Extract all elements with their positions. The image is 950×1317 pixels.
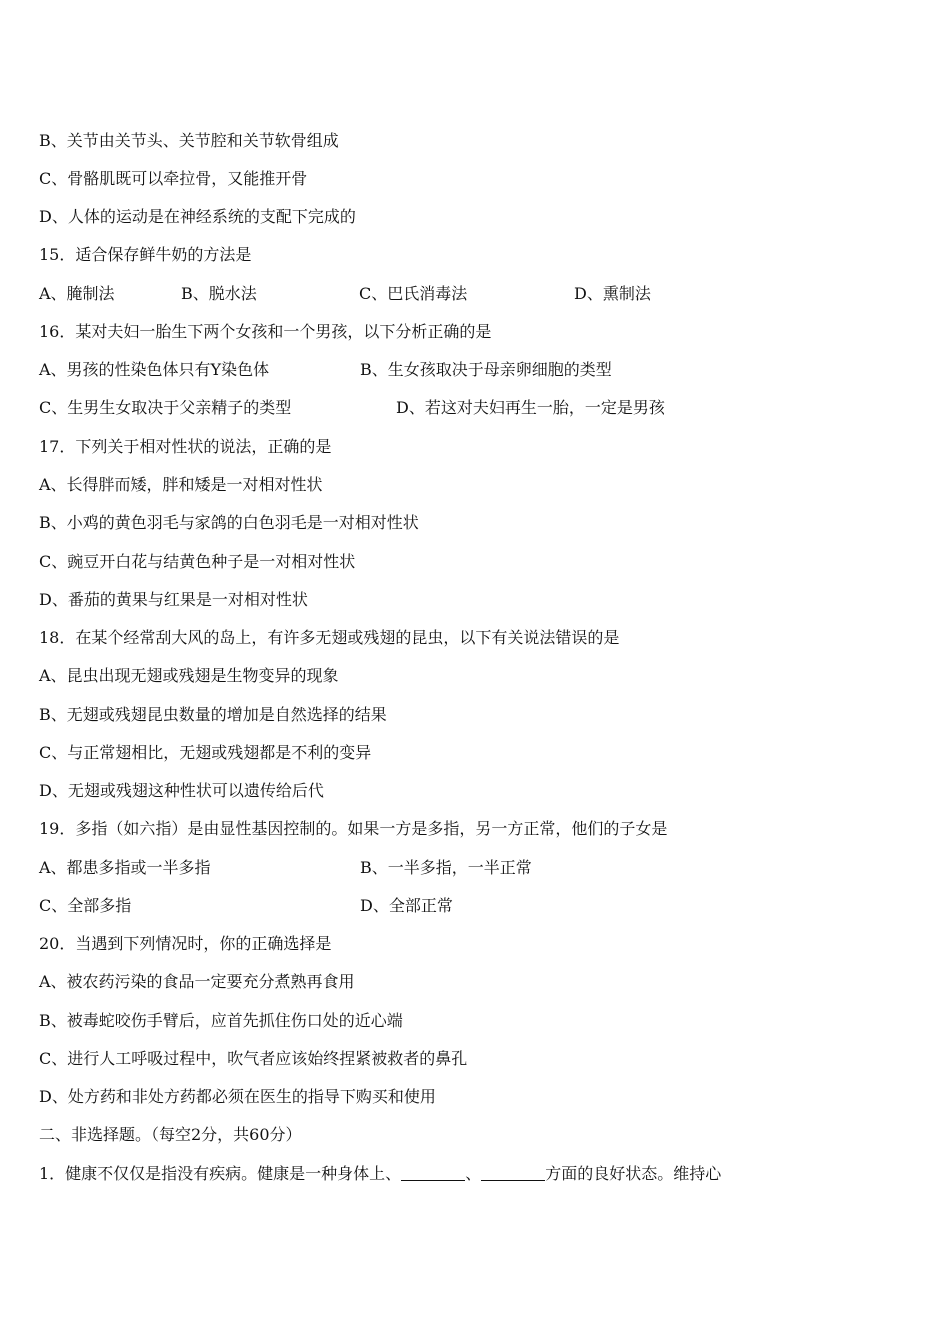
- q19-stem: 19．多指（如六指）是由显性基因控制的。如果一方是多指，另一方正常，他们的子女是: [39, 819, 668, 838]
- answer-blank-1[interactable]: [401, 1162, 465, 1181]
- q19-options-row-2: [39, 891, 919, 921]
- section-2-heading: 二、非选择题。（每空2分，共60分）: [39, 1125, 302, 1144]
- q15-option-b: B、脱水法: [181, 284, 257, 303]
- q17-option-b: B、小鸡的黄色羽毛与家鸽的白色羽毛是一对相对性状: [39, 513, 419, 532]
- q16-stem: 16．某对夫妇一胎生下两个女孩和一个男孩，以下分析正确的是: [39, 322, 492, 341]
- q16-options-row-2: [39, 393, 919, 423]
- answer-blank-2[interactable]: [481, 1162, 545, 1181]
- q16-options-row-1: [39, 355, 919, 385]
- q20-option-c: C、进行人工呼吸过程中，吹气者应该始终捏紧被救者的鼻孔: [39, 1049, 468, 1068]
- section-2-q1: [39, 1159, 721, 1189]
- q15-options-row: [39, 279, 919, 309]
- q20-stem: 20．当遇到下列情况时，你的正确选择是: [39, 934, 332, 953]
- q16-option-b: B、生女孩取决于母亲卵细胞的类型: [360, 360, 612, 379]
- q17-option-a: A、长得胖而矮，胖和矮是一对相对性状: [39, 475, 323, 494]
- q18-stem: 18．在某个经常刮大风的岛上，有许多无翅或残翅的昆虫，以下有关说法错误的是: [39, 628, 620, 647]
- section-2-q1-text-1: 1．健康不仅仅是指没有疾病。健康是一种身体上、: [39, 1164, 402, 1183]
- q19-options-row-1: [39, 853, 919, 883]
- q18-option-a: A、昆虫出现无翅或残翅是生物变异的现象: [39, 666, 339, 685]
- q19-option-b: B、一半多指，一半正常: [360, 858, 532, 877]
- q17-stem: 17．下列关于相对性状的说法，正确的是: [39, 437, 332, 456]
- q19-option-c: C、全部多指: [39, 896, 132, 915]
- q18-option-b: B、无翅或残翅昆虫数量的增加是自然选择的结果: [39, 705, 387, 724]
- q17-option-d: D、番茄的黄果与红果是一对相对性状: [39, 590, 308, 609]
- q19-option-d: D、全部正常: [360, 896, 453, 915]
- q19-option-a: A、都患多指或一半多指: [39, 858, 211, 877]
- q16-option-d: D、若这对夫妇再生一胎，一定是男孩: [396, 398, 665, 417]
- q15-option-c: C、巴氏消毒法: [359, 284, 468, 303]
- q16-option-c: C、生男生女取决于父亲精子的类型: [39, 398, 292, 417]
- q17-option-c: C、豌豆开白花与结黄色种子是一对相对性状: [39, 552, 356, 571]
- section-2-q1-text-2: 方面的良好状态。维持心: [545, 1164, 722, 1183]
- q18-option-d: D、无翅或残翅这种性状可以遗传给后代: [39, 781, 324, 800]
- q14-option-b: B、关节由关节头、关节腔和关节软骨组成: [39, 131, 339, 150]
- q15-option-d: D、熏制法: [574, 284, 651, 303]
- q18-option-c: C、与正常翅相比，无翅或残翅都是不利的变异: [39, 743, 372, 762]
- q14-option-c: C、骨骼肌既可以牵拉骨，又能推开骨: [39, 169, 308, 188]
- section-2-q1-separator: 、: [465, 1164, 482, 1183]
- q15-stem: 15．适合保存鲜牛奶的方法是: [39, 245, 252, 264]
- q14-option-d: D、人体的运动是在神经系统的支配下完成的: [39, 207, 356, 226]
- q16-option-a: A、男孩的性染色体只有Y染色体: [39, 360, 270, 379]
- q20-option-d: D、处方药和非处方药都必须在医生的指导下购买和使用: [39, 1087, 436, 1106]
- q15-option-a: A、腌制法: [39, 284, 115, 303]
- q20-option-a: A、被农药污染的食品一定要充分煮熟再食用: [39, 972, 355, 991]
- q20-option-b: B、被毒蛇咬伤手臂后，应首先抓住伤口处的近心端: [39, 1011, 403, 1030]
